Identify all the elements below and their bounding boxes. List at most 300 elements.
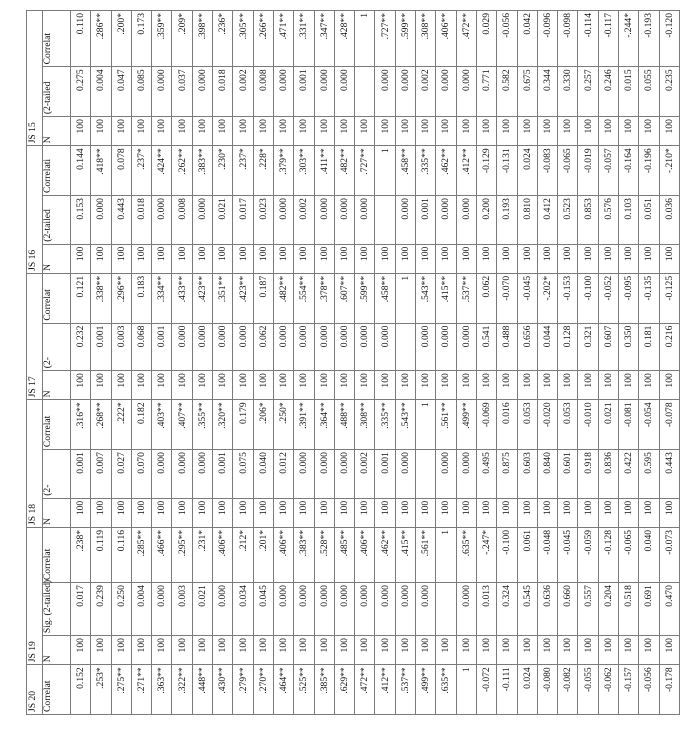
- table-cell: 100: [537, 498, 557, 527]
- table-cell: 100: [598, 498, 618, 527]
- table-cell: -0.117: [598, 11, 618, 67]
- table-cell: 0.183: [131, 273, 151, 323]
- table-cell: .433**: [172, 273, 192, 323]
- table-cell: [375, 196, 395, 245]
- table-cell: 0.000: [395, 67, 415, 117]
- table-cell: 0.216: [659, 323, 679, 371]
- table-cell: .561**: [416, 527, 436, 582]
- table-cell: 0.029: [476, 11, 496, 67]
- table-cell: .378**: [314, 273, 334, 323]
- table-cell: 100: [152, 371, 172, 400]
- table-cell: -0.100: [497, 527, 517, 582]
- table-cell: .543**: [416, 273, 436, 323]
- table-cell: 100: [497, 244, 517, 273]
- table-cell: 0.012: [273, 450, 293, 499]
- table-cell: 100: [619, 371, 639, 400]
- table-cell: .472**: [355, 665, 375, 715]
- table-cell: 100: [253, 371, 273, 400]
- table-cell: 100: [273, 244, 293, 273]
- table-cell: 0.053: [517, 400, 537, 450]
- table-cell: 0.017: [71, 583, 91, 636]
- table-cell: .228*: [253, 146, 273, 196]
- table-cell: 0.488: [497, 323, 517, 371]
- table-cell: -0.045: [517, 273, 537, 323]
- table-cell: 100: [172, 117, 192, 146]
- table-cell: 0.523: [558, 196, 578, 245]
- table-cell: .231*: [192, 527, 212, 582]
- table-cell: 0.000: [213, 323, 233, 371]
- table-cell: 0.660: [558, 583, 578, 636]
- table-cell: 0.000: [294, 323, 314, 371]
- table-cell: 0.000: [152, 67, 172, 117]
- table-cell: 100: [578, 371, 598, 400]
- table-cell: 100: [436, 498, 456, 527]
- table-cell: .727**: [355, 146, 375, 196]
- sub-header: Correlat: [43, 11, 71, 67]
- table-cell: 100: [416, 498, 436, 527]
- sub-header: N: [43, 636, 71, 665]
- table-cell: -0.157: [619, 665, 639, 715]
- table-cell: .266**: [253, 11, 273, 67]
- table-cell: 0.810: [517, 196, 537, 245]
- table-cell: .462**: [375, 527, 395, 582]
- table-cell: 0.068: [131, 323, 151, 371]
- table-row: [578, 11, 598, 715]
- table-cell: 0.007: [91, 450, 111, 499]
- table-cell: 0.001: [375, 450, 395, 499]
- table-cell: .412**: [375, 665, 395, 715]
- table-cell: 0.000: [334, 583, 354, 636]
- table-cell: 100: [476, 117, 496, 146]
- sub-header: Correlat: [43, 665, 71, 715]
- table-cell: 0.918: [578, 450, 598, 499]
- table-cell: 0.000: [355, 196, 375, 245]
- table-cell: 0.128: [558, 323, 578, 371]
- table-cell: 100: [192, 371, 212, 400]
- table-cell: .335**: [416, 146, 436, 196]
- table-cell: 0.008: [172, 196, 192, 245]
- table-cell: 0.036: [659, 196, 679, 245]
- table-cell: .411**: [314, 146, 334, 196]
- table-cell: 100: [131, 117, 151, 146]
- table-cell: 100: [517, 636, 537, 665]
- table-cell: 100: [355, 498, 375, 527]
- table-cell: 0.144: [71, 146, 91, 196]
- table-cell: 100: [131, 244, 151, 273]
- table-cell: 100: [537, 244, 557, 273]
- table-cell: 0.257: [578, 67, 598, 117]
- table-cell: 0.246: [598, 67, 618, 117]
- table-cell: 0.000: [355, 323, 375, 371]
- table-cell: 0.000: [314, 323, 334, 371]
- table-cell: .499**: [416, 665, 436, 715]
- table-cell: 100: [558, 244, 578, 273]
- table-cell: 0.000: [395, 450, 415, 499]
- table-cell: 0.040: [253, 450, 273, 499]
- table-cell: 0.000: [192, 450, 212, 499]
- table-cell: 100: [152, 117, 172, 146]
- table-cell: 0.021: [213, 196, 233, 245]
- table-cell: 0.001: [294, 67, 314, 117]
- table-cell: -0.045: [558, 527, 578, 582]
- table-cell: 0.000: [436, 450, 456, 499]
- table-cell: .268**: [91, 400, 111, 450]
- table-cell: -0.065: [619, 527, 639, 582]
- table-cell: 0.771: [476, 67, 496, 117]
- table-cell: 0.016: [497, 400, 517, 450]
- table-cell: 100: [111, 244, 131, 273]
- table-cell: 0.875: [497, 450, 517, 499]
- table-cell: .316**: [71, 400, 91, 450]
- table-cell: 0.119: [91, 527, 111, 582]
- table-cell: 0.204: [598, 583, 618, 636]
- table-cell: 100: [416, 636, 436, 665]
- sub-header: Correlati: [43, 146, 71, 196]
- table-cell: 0.000: [334, 323, 354, 371]
- table-cell: .537**: [395, 665, 415, 715]
- table-cell: .482**: [273, 273, 293, 323]
- table-cell: .379**: [273, 146, 293, 196]
- table-cell: 0.000: [436, 196, 456, 245]
- table-cell: -0.100: [578, 273, 598, 323]
- table-cell: 100: [375, 636, 395, 665]
- table-cell: 100: [395, 636, 415, 665]
- table-cell: 0.000: [436, 323, 456, 371]
- table-cell: 0.000: [375, 583, 395, 636]
- table-cell: 100: [314, 244, 334, 273]
- table-cell: 0.250: [111, 583, 131, 636]
- table-cell: 0.000: [294, 583, 314, 636]
- table-cell: .635**: [436, 665, 456, 715]
- table-cell: 0.443: [111, 196, 131, 245]
- table-cell: 100: [416, 371, 436, 400]
- table-cell: 0.000: [152, 196, 172, 245]
- table-cell: .599**: [395, 11, 415, 67]
- table-cell: -.247*: [476, 527, 496, 582]
- table-cell: 100: [233, 117, 253, 146]
- table-cell: 100: [436, 371, 456, 400]
- table-cell: 100: [558, 636, 578, 665]
- table-cell: 100: [598, 117, 618, 146]
- table-cell: -0.196: [639, 146, 659, 196]
- table-cell: 0.047: [111, 67, 131, 117]
- table-cell: 100: [558, 371, 578, 400]
- table-cell: 0.443: [659, 450, 679, 499]
- table-cell: 0.055: [639, 67, 659, 117]
- table-cell: 0.062: [476, 273, 496, 323]
- table-cell: 0.193: [497, 196, 517, 245]
- table-cell: 0.023: [253, 196, 273, 245]
- table-cell: 100: [578, 636, 598, 665]
- table-cell: 0.412: [537, 196, 557, 245]
- table-row: [436, 11, 456, 715]
- table-cell: 100: [639, 117, 659, 146]
- table-cell: 100: [659, 244, 679, 273]
- table-cell: 100: [659, 636, 679, 665]
- group-header: JS 15: [27, 11, 43, 146]
- table-cell: 100: [517, 498, 537, 527]
- table-cell: 0.181: [639, 323, 659, 371]
- table-cell: 100: [355, 636, 375, 665]
- table-cell: .296**: [111, 273, 131, 323]
- table-cell: 0.051: [639, 196, 659, 245]
- table-cell: 0.001: [71, 450, 91, 499]
- table-cell: 0.000: [294, 450, 314, 499]
- table-row: [619, 11, 639, 715]
- table-cell: 100: [131, 636, 151, 665]
- table-cell: 0.075: [233, 450, 253, 499]
- table-cell: 0.518: [619, 583, 639, 636]
- table-cell: -0.164: [619, 146, 639, 196]
- table-cell: 100: [213, 244, 233, 273]
- table-cell: 100: [233, 636, 253, 665]
- table-cell: 0.607: [598, 323, 618, 371]
- table-cell: 0.116: [111, 527, 131, 582]
- table-cell: 100: [578, 244, 598, 273]
- rotated-table-page: [26, 10, 675, 715]
- table-cell: 100: [416, 244, 436, 273]
- table-row: [395, 11, 415, 715]
- table-body: [71, 11, 680, 715]
- table-cell: .347**: [314, 11, 334, 67]
- table-cell: 0.000: [273, 67, 293, 117]
- table-cell: [355, 67, 375, 117]
- table-row: [91, 11, 111, 715]
- table-row: [213, 11, 233, 715]
- table-row: [456, 11, 476, 715]
- table-cell: 100: [598, 371, 618, 400]
- table-cell: 100: [476, 371, 496, 400]
- table-cell: .383**: [192, 146, 212, 196]
- table-cell: .406**: [273, 527, 293, 582]
- table-cell: 100: [334, 244, 354, 273]
- table-row: [476, 11, 496, 715]
- group-header: JS 17: [27, 273, 43, 400]
- table-cell: 100: [355, 244, 375, 273]
- table-cell: 100: [517, 371, 537, 400]
- table-cell: .285**: [131, 527, 151, 582]
- table-cell: 100: [598, 636, 618, 665]
- table-cell: 100: [111, 117, 131, 146]
- table-cell: 1: [456, 665, 476, 715]
- table-row: [517, 11, 537, 715]
- table-cell: 0.078: [111, 146, 131, 196]
- table-cell: .482**: [334, 146, 354, 196]
- table-cell: 0.040: [639, 527, 659, 582]
- table-cell: -0.069: [476, 400, 496, 450]
- table-cell: 0.595: [639, 450, 659, 499]
- table-row: [172, 11, 192, 715]
- table-cell: .471**: [273, 11, 293, 67]
- sub-header: Correlat: [43, 273, 71, 323]
- table-cell: 100: [334, 498, 354, 527]
- table-cell: 0.603: [517, 450, 537, 499]
- table-cell: 0.000: [375, 323, 395, 371]
- table-cell: .727**: [375, 11, 395, 67]
- table-cell: 0.017: [233, 196, 253, 245]
- table-cell: .322**: [172, 665, 192, 715]
- table-cell: 0.000: [233, 323, 253, 371]
- table-cell: 0.275: [71, 67, 91, 117]
- table-cell: .200*: [111, 11, 131, 67]
- table-cell: 0.001: [213, 450, 233, 499]
- table-cell: 100: [131, 371, 151, 400]
- table-cell: 0.422: [619, 450, 639, 499]
- table-cell: [395, 323, 415, 371]
- table-cell: .464**: [273, 665, 293, 715]
- table-cell: 0.675: [517, 67, 537, 117]
- table-cell: 100: [233, 371, 253, 400]
- table-cell: 1: [436, 527, 456, 582]
- table-cell: 100: [294, 498, 314, 527]
- table-cell: 100: [314, 371, 334, 400]
- table-cell: 0.024: [517, 146, 537, 196]
- table-cell: .351**: [213, 273, 233, 323]
- table-row: [416, 11, 436, 715]
- table-cell: 100: [273, 117, 293, 146]
- table-cell: 0.000: [395, 196, 415, 245]
- table-cell: 0.187: [253, 273, 273, 323]
- table-cell: .629**: [334, 665, 354, 715]
- table-row: [131, 11, 151, 715]
- table-cell: 100: [497, 371, 517, 400]
- table-cell: 100: [91, 371, 111, 400]
- table-cell: 0.121: [71, 273, 91, 323]
- table-cell: 100: [273, 498, 293, 527]
- table-cell: -0.131: [497, 146, 517, 196]
- table-cell: 0.037: [172, 67, 192, 117]
- table-cell: -0.065: [558, 146, 578, 196]
- table-cell: .599**: [355, 273, 375, 323]
- table-cell: 0.062: [253, 323, 273, 371]
- table-cell: -0.135: [639, 273, 659, 323]
- sub-header: N: [43, 117, 71, 146]
- table-cell: 100: [294, 636, 314, 665]
- table-cell: -0.193: [639, 11, 659, 67]
- table-cell: 0.582: [497, 67, 517, 117]
- table-cell: 0.601: [558, 450, 578, 499]
- table-cell: 100: [273, 636, 293, 665]
- table-cell: .335**: [375, 400, 395, 450]
- table-cell: .607**: [334, 273, 354, 323]
- table-cell: 100: [375, 244, 395, 273]
- sub-header: N: [43, 498, 71, 527]
- table-cell: .554**: [294, 273, 314, 323]
- table-cell: 0.350: [619, 323, 639, 371]
- table-cell: .406**: [436, 11, 456, 67]
- table-cell: 0.545: [517, 583, 537, 636]
- group-header-row: [27, 11, 43, 715]
- table-cell: 0.110: [71, 11, 91, 67]
- table-cell: 0.000: [172, 450, 192, 499]
- table-cell: 100: [578, 498, 598, 527]
- table-cell: .308**: [355, 400, 375, 450]
- table-cell: 100: [355, 371, 375, 400]
- table-cell: 0.070: [131, 450, 151, 499]
- table-cell: .423**: [192, 273, 212, 323]
- table-row: [497, 11, 517, 715]
- table-cell: 0.103: [619, 196, 639, 245]
- table-cell: .462**: [436, 146, 456, 196]
- table-cell: .320**: [213, 400, 233, 450]
- table-cell: .423**: [233, 273, 253, 323]
- table-cell: 0.000: [152, 583, 172, 636]
- table-cell: 0.000: [91, 196, 111, 245]
- table-cell: -0.052: [598, 273, 618, 323]
- table-cell: 0.013: [476, 583, 496, 636]
- table-row: [273, 11, 293, 715]
- table-cell: 0.021: [598, 400, 618, 450]
- table-cell: 100: [619, 636, 639, 665]
- table-cell: 100: [598, 244, 618, 273]
- table-cell: 100: [436, 636, 456, 665]
- table-row: [71, 11, 91, 715]
- table-cell: 100: [456, 371, 476, 400]
- table-cell: .305**: [233, 11, 253, 67]
- table-cell: 100: [639, 371, 659, 400]
- table-cell: 100: [294, 244, 314, 273]
- sub-header: N: [43, 371, 71, 400]
- table-cell: 0.004: [131, 583, 151, 636]
- table-cell: 100: [91, 244, 111, 273]
- table-cell: 0.000: [314, 583, 334, 636]
- table-cell: 0.000: [334, 196, 354, 245]
- table-cell: 0.018: [131, 196, 151, 245]
- table-cell: 0.000: [273, 323, 293, 371]
- table-cell: 100: [497, 117, 517, 146]
- table-cell: 0.044: [537, 323, 557, 371]
- table-cell: 100: [456, 636, 476, 665]
- table-cell: 100: [253, 498, 273, 527]
- table-cell: 0.153: [71, 196, 91, 245]
- table-cell: .472**: [456, 11, 476, 67]
- table-cell: .271**: [131, 665, 151, 715]
- table-cell: 100: [253, 636, 273, 665]
- table-cell: .253*: [91, 665, 111, 715]
- sub-header: Correlat: [43, 527, 71, 582]
- table-cell: -0.073: [659, 527, 679, 582]
- table-cell: 0.470: [659, 583, 679, 636]
- sub-header: Correlat: [43, 400, 71, 450]
- table-cell: 0.576: [598, 196, 618, 245]
- table-cell: .448**: [192, 665, 212, 715]
- table-cell: 0.200: [476, 196, 496, 245]
- table-cell: .385**: [314, 665, 334, 715]
- table-cell: 0.000: [172, 323, 192, 371]
- table-cell: -0.129: [476, 146, 496, 196]
- table-row: [294, 11, 314, 715]
- table-cell: -0.128: [598, 527, 618, 582]
- table-cell: 100: [619, 117, 639, 146]
- table-cell: -0.062: [598, 665, 618, 715]
- table-cell: 100: [172, 498, 192, 527]
- correlation-table: [26, 10, 680, 715]
- table-cell: 0.034: [233, 583, 253, 636]
- table-cell: 0.002: [233, 67, 253, 117]
- table-cell: .237*: [131, 146, 151, 196]
- table-cell: 100: [233, 498, 253, 527]
- table-cell: 0.000: [456, 67, 476, 117]
- table-cell: -0.010: [578, 400, 598, 450]
- table-cell: -0.056: [497, 11, 517, 67]
- table-cell: 100: [558, 498, 578, 527]
- table-cell: 100: [91, 117, 111, 146]
- table-row: [192, 11, 212, 715]
- table-cell: 100: [131, 498, 151, 527]
- table-cell: -0.120: [659, 11, 679, 67]
- table-cell: -0.070: [497, 273, 517, 323]
- table-cell: .363**: [152, 665, 172, 715]
